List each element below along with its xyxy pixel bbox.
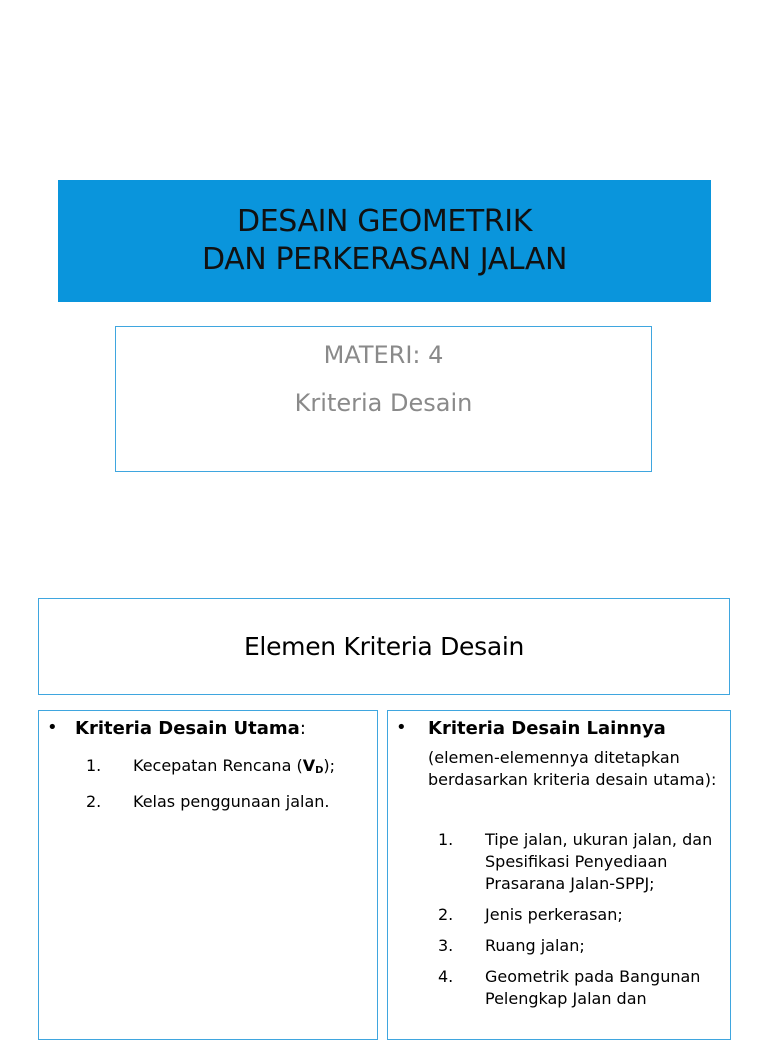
title-line-2: DAN PERKERASAN JALAN bbox=[201, 242, 568, 277]
right-heading: Kriteria Desain Lainnya bbox=[428, 718, 666, 739]
list-text: Kelas penggunaan jalan. bbox=[133, 792, 330, 811]
list-item bbox=[438, 904, 728, 926]
title-banner bbox=[58, 180, 711, 302]
right-column bbox=[387, 710, 731, 1040]
slide-2-title: Elemen Kriteria Desain bbox=[38, 598, 730, 695]
title-line-1: DESAIN GEOMETRIK bbox=[237, 203, 532, 239]
subtitle-box bbox=[115, 326, 652, 472]
subtitle-line-1: MATERI: 4 bbox=[323, 341, 444, 369]
list-item bbox=[438, 966, 728, 1010]
list-text-bold: V bbox=[302, 756, 316, 775]
list-item bbox=[438, 829, 728, 895]
left-heading: Kriteria Desain Utama bbox=[75, 718, 300, 739]
list-number: 3. bbox=[438, 936, 454, 955]
list-text-prefix: Kecepatan Rencana ( bbox=[133, 756, 303, 775]
left-heading-wrap bbox=[75, 718, 306, 740]
left-list bbox=[86, 755, 376, 822]
list-number: 4. bbox=[438, 967, 454, 986]
right-list bbox=[438, 829, 728, 1019]
list-item bbox=[86, 755, 376, 782]
list-text-sub: D bbox=[315, 765, 324, 776]
bullet-icon: • bbox=[396, 717, 407, 738]
list-text: Jenis perkerasan; bbox=[485, 905, 623, 924]
list-text: Ruang jalan; bbox=[485, 936, 585, 955]
list-number: 2. bbox=[438, 905, 454, 924]
list-item bbox=[86, 791, 376, 813]
list-number: 1. bbox=[438, 830, 454, 849]
left-column bbox=[38, 710, 378, 1040]
bullet-icon: • bbox=[47, 717, 58, 738]
list-item bbox=[438, 935, 728, 957]
slide-2 bbox=[0, 560, 768, 1024]
list-text-suffix: ); bbox=[323, 756, 336, 775]
right-intro: (elemen-elemennya ditetapkan berdasarkan kriteria desain utama): bbox=[428, 748, 717, 789]
left-heading-suffix: : bbox=[299, 718, 306, 739]
list-number: 2. bbox=[86, 792, 102, 811]
list-text: Geometrik pada Bangunan Pelengkap Jalan dan bbox=[485, 967, 701, 1008]
list-text: Tipe jalan, ukuran jalan, dan Spesifikasi Penyediaan Prasarana Jalan-SPPJ; bbox=[485, 830, 713, 893]
list-number: 1. bbox=[86, 756, 102, 775]
subtitle-line-2: Kriteria Desain bbox=[294, 389, 473, 417]
